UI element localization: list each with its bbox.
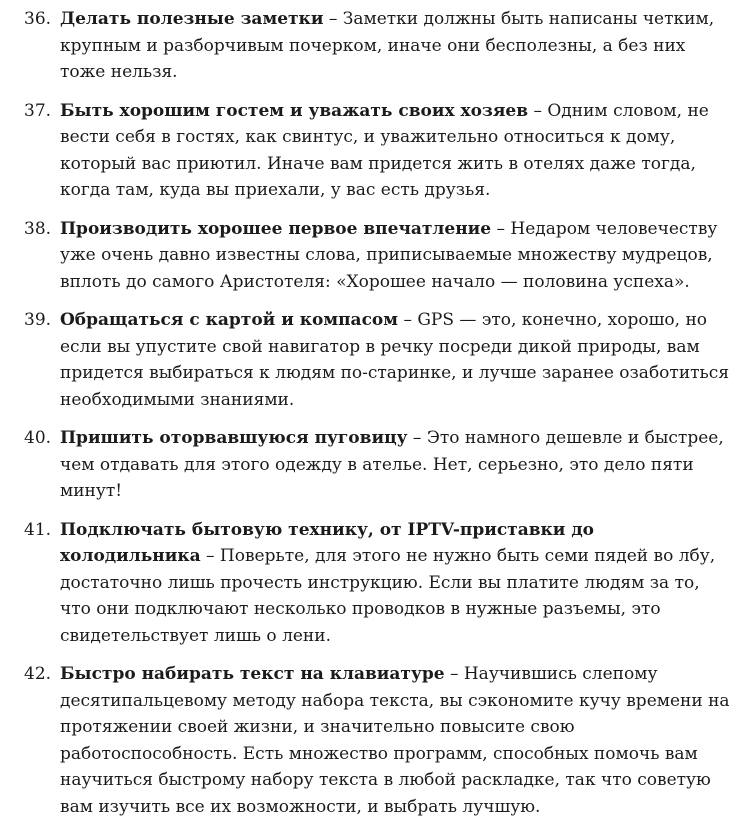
item-title: Пришить оторвавшуюся пуговицу [60,428,408,448]
list-item-37 [18,98,730,204]
list-item-38 [18,216,730,296]
item-text: – Поверьте, для этого не нужно быть семи пядей во лбу, достаточно лишь прочесть инструкцию. Если вы платите людям за то, что они подключают несколько проводков в нужные разъемы, это свидетельствует лишь о лени. [60,546,716,646]
item-text: – Это намного дешевле и быстрее, чем отдавать для этого одежду в ателье. Нет, серьезно, это дело пяти минут! [60,428,724,501]
item-title: Быть хорошим гостем и уважать своих хозяев [60,100,529,121]
item-title: Подключать бытовую технику, от IPTV-приставки до холодильника [60,519,595,566]
item-title: Быстро набирать текст на клавиатуре [60,664,445,684]
item-number: 42. [24,664,52,684]
list-item-39 [18,307,730,413]
item-number: 39. [24,310,52,330]
item-number: 40. [24,428,52,448]
item-title: Делать полезные заметки [60,9,324,29]
item-number: 41. [24,519,52,540]
list-item-40 [18,425,730,505]
item-text: – Заметки должны быть написаны четким, крупным и разборчивым почерком, иначе они бесполезны, а без них тоже нельзя. [60,9,715,82]
item-text: – Недаром человечеству уже очень давно известны слова, приписываемые множеству мудрецов, вплоть до самого Аристотеля: «Хорошее начало — половина успеха». [60,218,718,292]
item-text: – GPS — это, конечно, хорошо, но если вы упустите свой навигатор в речку посреди дикой природы, вам придется выбираться к людям по-старинке, и лучше заранее озаботиться необходимыми знаниями. [60,310,730,410]
item-title: Производить хорошее первое впечатление [60,218,492,239]
list-item-42 [18,661,730,820]
item-title: Обращаться с картой и компасом [60,310,399,330]
item-text: – Научившись слепому десятипальцевому методу набора текста, вы сэкономите кучу времени на протяжении своей жизни, и значительно повысите свою работоспособность. Есть множество программ, способных помочь вам научиться быстрому набору текста в любой раскладке, так что советую вам изучить все их возможности, и выбрать лучшую. [60,664,730,817]
list-item-41 [18,517,730,650]
item-number: 37. [24,100,52,121]
item-number: 36. [24,9,52,29]
item-text: – Одним словом, не вести себя в гостях, как свинтус, и уважительно относиться к дому, который вас приютил. Иначе вам придется жить в отелях даже тогда, когда там, куда вы приехали, у вас есть друзья. [60,100,709,200]
list-item-36 [18,6,730,86]
tips-list [18,6,730,832]
item-number: 38. [24,218,52,239]
